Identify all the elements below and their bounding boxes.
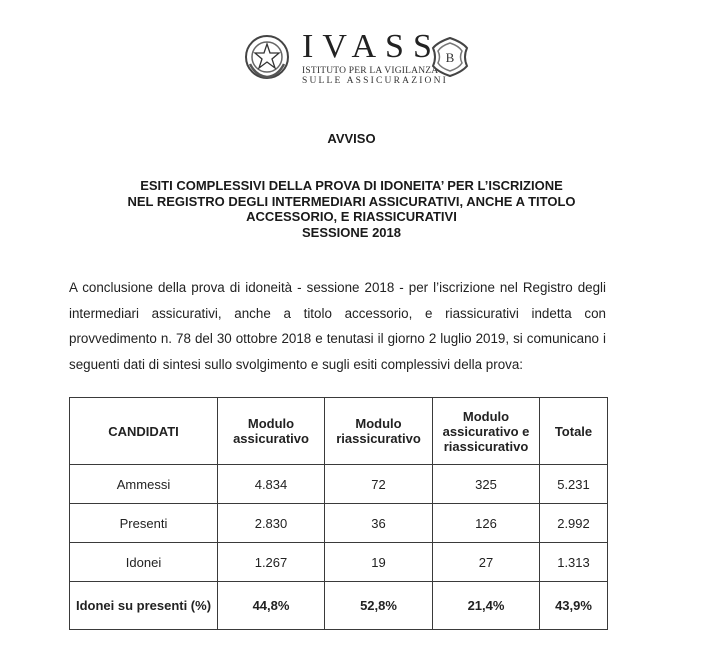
- italian-republic-emblem-icon: [244, 34, 290, 80]
- logo-subtitle-line2: SULLE ASSICURAZIONI: [302, 76, 449, 86]
- cell: 36: [325, 504, 433, 543]
- table-row: [70, 543, 608, 582]
- header-modulo-assicurativo-riassicurativo: Modulo assicurativo e riassicurativo: [433, 398, 540, 465]
- banca-ditalia-logo-icon: [429, 36, 471, 78]
- title-line: NEL REGISTRO DEGLI INTERMEDIARI ASSICURATIVI, ANCHE A TITOLO: [127, 193, 576, 209]
- notice-body: A conclusione della prova di idoneità - sessione 2018 - per l’iscrizione nel Registro degli intermediari assicurativi, anche a titolo accessorio, e riassicurativi indetta con provvedimento n. 78 del 30 ottobre 2018 e tenutasi il giorno 2 luglio 2019, si comunicano i seguenti dati di sintesi sullo svolgimento e sugli esiti complessivi della prova:: [69, 280, 606, 372]
- row-label: Idonei su presenti (%): [70, 582, 218, 630]
- logo-wordmark: IVASS: [302, 28, 441, 65]
- cell: 72: [325, 465, 433, 504]
- cell: 5.231: [540, 465, 608, 504]
- row-label: Presenti: [70, 504, 218, 543]
- notice-label: AVVISO: [327, 131, 376, 146]
- cell: 2.830: [218, 504, 325, 543]
- table-row: [70, 504, 608, 543]
- header-modulo-riassicurativo: Modulo riassicurativo: [325, 398, 433, 465]
- ivass-logo: [244, 28, 472, 86]
- header-candidati: CANDIDATI: [70, 398, 218, 465]
- cell: 27: [433, 543, 540, 582]
- svg-text:B: B: [445, 50, 455, 65]
- table-header-row: [70, 398, 608, 465]
- title-line: ACCESSORIO, E RIASSICURATIVI: [246, 209, 457, 224]
- cell: 19: [325, 543, 433, 582]
- header-modulo-assicurativo: Modulo assicurativo: [218, 398, 325, 465]
- cell: 44,8%: [218, 582, 325, 630]
- title-line: ESITI COMPLESSIVI DELLA PROVA DI IDONEITA’ PER L’ISCRIZIONE: [140, 178, 563, 193]
- table-row-percentage: [70, 582, 608, 630]
- row-label: Idonei: [70, 543, 218, 582]
- cell: 325: [433, 465, 540, 504]
- cell: 126: [433, 504, 540, 543]
- cell: 1.267: [218, 543, 325, 582]
- notice-title: [0, 178, 703, 240]
- header-totale: Totale: [540, 398, 608, 465]
- logo-subtitle-line1: ISTITUTO PER LA VIGILANZA: [302, 66, 439, 76]
- row-label: Ammessi: [70, 465, 218, 504]
- cell: 21,4%: [433, 582, 540, 630]
- title-line: SESSIONE 2018: [302, 224, 401, 240]
- cell: 4.834: [218, 465, 325, 504]
- table-row: [70, 465, 608, 504]
- results-table: [69, 397, 608, 630]
- cell: 43,9%: [540, 582, 608, 630]
- cell: 1.313: [540, 543, 608, 582]
- cell: 2.992: [540, 504, 608, 543]
- cell: 52,8%: [325, 582, 433, 630]
